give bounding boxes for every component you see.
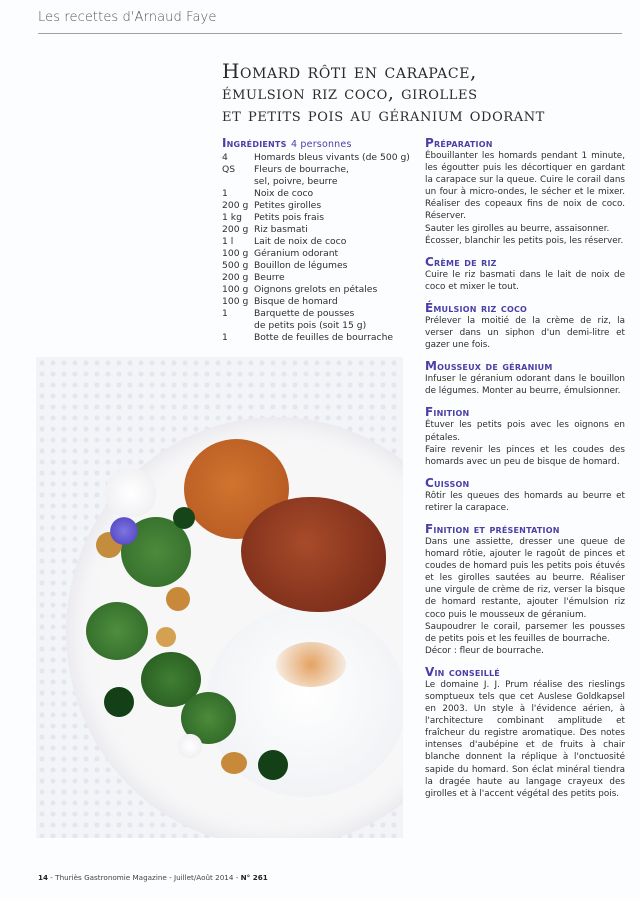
ingredient-name: Oignons grelots en pétales	[254, 284, 378, 295]
section-heading: Émulsion riz coco	[425, 300, 528, 315]
ingredient-row	[222, 152, 412, 164]
ingredient-quantity: 200 g	[222, 224, 249, 235]
issue-number: N° 261	[240, 873, 268, 882]
ingredient-name: Barquette de pousses	[254, 308, 355, 319]
ingredient-name: Noix de coco	[254, 188, 314, 199]
borage-flower-blue	[108, 515, 140, 547]
ingredient-quantity: 1 l	[222, 236, 234, 247]
title-line-1: Homard rôti en carapace,	[222, 59, 477, 83]
ingredient-name: Petits pois frais	[254, 212, 325, 223]
running-head: Les recettes d'Arnaud Faye	[38, 10, 217, 25]
title-line-3: et petits pois au géranium odorant	[222, 104, 545, 126]
rice-cream-swoosh	[106, 469, 156, 517]
ingredient-quantity: 100 g	[222, 284, 249, 295]
ingredient-row	[222, 320, 412, 332]
method-section	[425, 476, 625, 514]
ingredient-name: Fleurs de bourrache,	[254, 164, 349, 175]
section-heading: Préparation	[425, 136, 493, 150]
ingredient-quantity: 100 g	[222, 248, 249, 259]
method-section	[425, 522, 625, 657]
page-footer	[38, 873, 268, 882]
ingredient-name: de petits pois (soit 15 g)	[254, 320, 367, 331]
ingredient-row	[222, 212, 412, 224]
ingredient-row	[222, 224, 412, 236]
ingredient-quantity	[222, 320, 254, 332]
ingredient-quantity: 1	[222, 188, 228, 199]
ingredient-name: Bouillon de légumes	[254, 260, 348, 271]
ingredient-name: Botte de feuilles de bourrache	[254, 332, 394, 343]
section-heading: Mousseux de géranium	[425, 359, 553, 374]
title-line-2: émulsion riz coco, girolles	[222, 82, 478, 104]
ingredients-heading-label: Ingrédients	[222, 136, 287, 150]
ingredient-name: sel, poivre, beurre	[254, 176, 338, 187]
ingredient-quantity: 200 g	[222, 200, 249, 211]
ingredient-row	[222, 272, 412, 284]
section-heading: Finition	[425, 405, 470, 420]
publication-info: - Thuriès Gastronomie Magazine - Juillet/Août 2014 -	[48, 873, 241, 882]
section-paragraph: Étuver les petits pois avec les oignons en pétales.	[425, 420, 625, 443]
ingredients-list	[222, 136, 412, 344]
ingredient-quantity	[222, 176, 254, 188]
section-paragraph: Ébouillanter les homards pendant 1 minute, les égoutter puis les décortiquer en gardant la carapace sur la queue. Cuire le corail dans un four à micro-ondes, le sécher et le mixer. Réaliser des copeaux fins de noix de coco. Réserver.	[425, 151, 625, 222]
ingredient-row	[222, 176, 412, 188]
ingredient-row	[222, 308, 412, 320]
method-section	[425, 136, 625, 247]
section-paragraph: Rôtir les queues des homards au beurre et retirer la carapace.	[425, 490, 625, 513]
ingredient-name: Géranium odorant	[254, 248, 339, 259]
coral-powder	[276, 642, 346, 687]
ingredient-quantity: 1	[222, 332, 228, 343]
page-number: 14	[38, 873, 49, 882]
section-paragraph: Écosser, blanchir les petits pois, les réserver.	[425, 235, 624, 246]
ingredient-name: Lait de noix de coco	[254, 236, 347, 247]
herb-sauce-dot	[104, 687, 134, 717]
borage-flower-white	[176, 732, 204, 760]
greens	[86, 602, 148, 660]
herb-sauce-dot	[258, 750, 288, 780]
ingredient-row	[222, 248, 412, 260]
herb-sauce-dot	[173, 507, 195, 529]
section-paragraph: Infuser le géranium odorant dans le bouillon de légumes. Monter au beurre, émulsionner.	[425, 374, 625, 397]
section-heading: Vin conseillé	[425, 664, 500, 679]
ingredient-row	[222, 284, 412, 296]
ingredient-quantity: 200 g	[222, 272, 249, 283]
ingredient-name: Homards bleus vivants (de 500 g)	[254, 152, 410, 163]
method-section	[425, 255, 625, 293]
plated-dish-photo	[36, 357, 403, 838]
section-heading: Crème de riz	[425, 254, 497, 269]
method-section	[425, 301, 625, 351]
section-paragraph: Sauter les girolles au beurre, assaisonner.	[425, 223, 610, 234]
recipe-title	[222, 60, 632, 126]
section-paragraph: Décor : fleur de bourrache.	[425, 645, 544, 656]
ingredient-row	[222, 236, 412, 248]
section-paragraph: Dans une assiette, dresser une queue de homard rôtie, ajouter le ragoût de pinces et coudes de homard puis les petits pois étuvés et les girolles sautées au beurre. Réaliser une virgule de crème de riz, verser la bisque de homard restante, ajouter l'émulsion riz coco puis le mousseux de géranium.	[425, 536, 625, 620]
ingredient-row	[222, 188, 412, 200]
ingredient-quantity: 4	[222, 152, 228, 163]
ingredient-row	[222, 296, 412, 308]
header-divider	[38, 33, 622, 34]
section-paragraph: Prélever la moitié de la crème de riz, la verser dans un siphon d'un demi-litre et gazer une fois.	[425, 315, 625, 351]
section-paragraph: Cuire le riz basmati dans le lait de noix de coco et mixer le tout.	[425, 269, 625, 292]
ingredient-quantity: 500 g	[222, 260, 249, 271]
chanterelle	[156, 627, 176, 647]
ingredient-row	[222, 164, 412, 176]
ingredient-row	[222, 332, 412, 344]
ingredient-name: Bisque de homard	[254, 296, 338, 307]
method-section	[425, 359, 625, 397]
ingredient-name: Riz basmati	[254, 224, 308, 235]
chanterelle	[166, 587, 190, 611]
ingredient-name: Beurre	[254, 272, 285, 283]
section-paragraph: Faire revenir les pinces et les coudes des homards avec un peu de bisque de homard.	[425, 444, 625, 467]
ingredient-row	[222, 260, 412, 272]
ingredient-quantity: 100 g	[222, 296, 249, 307]
method-column	[425, 136, 625, 808]
ingredient-quantity: QS	[222, 164, 236, 175]
section-paragraph: Saupoudrer le corail, parsemer les pousses de petits pois et les feuilles de bourrache.	[425, 621, 625, 644]
ingredient-row	[222, 200, 412, 212]
ingredient-name: Petites girolles	[254, 200, 322, 211]
section-heading: Cuisson	[425, 475, 470, 490]
section-paragraph: Le domaine J. J. Prum réalise des rieslings somptueux tels que cet Auslese Goldkapsel en 2003. Un style à l'évidence aérien, à l'architecture combinant amplitude et fraîcheur du registre aromatique. Des notes intenses d'aubépine et de fruits à chair blanche donnent la réplique à l'onctuosité sapide du homard. Son éclat minéral tiendra la dragée haute au langage crayeux des girolles et à l'accent végétal des petits pois.	[425, 679, 625, 799]
section-heading: Finition et présentation	[425, 521, 560, 536]
method-section	[425, 405, 625, 467]
ingredients-heading	[222, 136, 412, 152]
method-section	[425, 665, 625, 800]
chanterelle	[221, 752, 247, 774]
ingredient-quantity: 1 kg	[222, 212, 242, 223]
ingredient-quantity: 1	[222, 308, 228, 319]
servings-count: 4 personnes	[290, 139, 352, 150]
